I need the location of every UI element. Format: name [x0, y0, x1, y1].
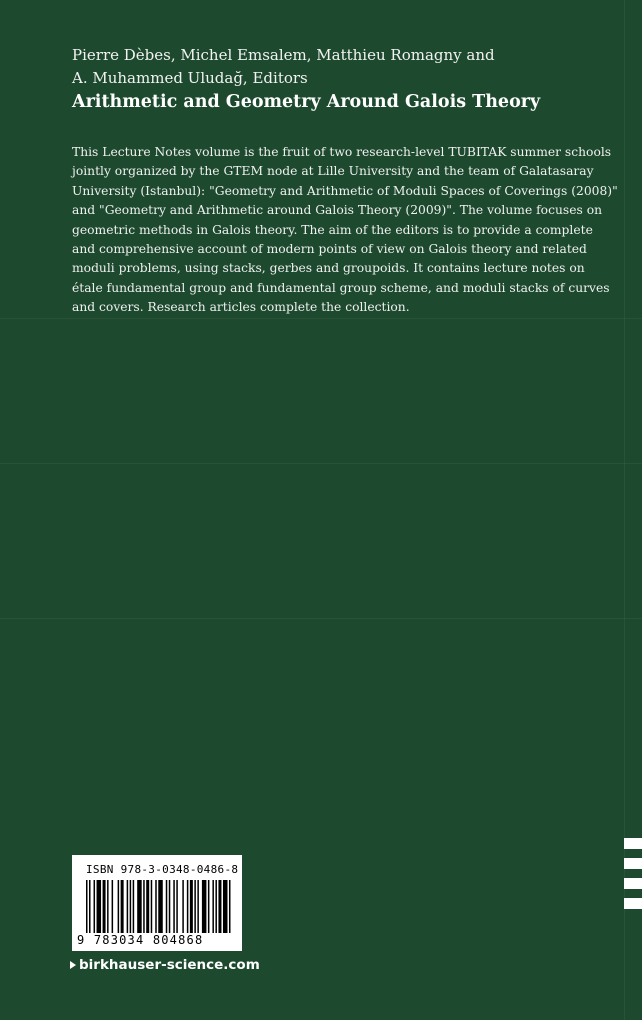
isbn-label: ISBN 978-3-0348-0486-8: [86, 863, 239, 876]
arrow-right-icon: [70, 961, 76, 969]
blurb-line: University (Istanbul): "Geometry and Arithmetic of Moduli Spaces of Coverings (2008)": [72, 183, 618, 198]
publisher-link-label[interactable]: birkhauser-science.com: [79, 957, 260, 973]
barcode-bar: [103, 880, 106, 933]
blurb-line: and covers. Research articles complete the collection.: [72, 300, 410, 315]
barcode-bar: [107, 880, 109, 933]
barcode-bar: [215, 880, 217, 933]
book-title: Arithmetic and Geometry Around Galois Theory: [72, 92, 541, 112]
barcode-bar: [229, 880, 231, 933]
edge-mark: [624, 838, 642, 849]
blurb-line: geometric methods in Galois theory. The aim of the editors is to provide a complete: [72, 222, 593, 237]
blurb-line: and comprehensive account of modern points of view on Galois theory and related: [72, 241, 587, 256]
barcode-bar: [127, 880, 129, 933]
blurb-line: moduli problems, using stacks, gerbes and groupoids. It contains lecture notes on: [72, 261, 585, 276]
barcode-bar: [112, 880, 114, 933]
barcode-bar: [155, 880, 157, 933]
barcode-bar: [89, 880, 91, 933]
edge-mark: [624, 858, 642, 869]
barcode-bar: [130, 880, 132, 933]
barcode-bar: [190, 880, 193, 933]
barcode-bar: [121, 880, 124, 933]
barcode-bar: [97, 880, 102, 933]
blurb-line: and "Geometry and Arithmetic around Galois Theory (2009)". The volume focuses on: [72, 203, 603, 218]
barcode-bar: [169, 880, 171, 933]
edge-index-marks: [624, 838, 642, 918]
barcode-bar: [137, 880, 142, 933]
edge-mark: [624, 898, 642, 909]
barcode-icon: [84, 880, 234, 933]
barcode-digits: 9 783034 804868: [77, 933, 204, 947]
barcode-bar: [208, 880, 210, 933]
barcode-bar: [94, 880, 96, 933]
barcode-bar: [182, 880, 184, 933]
barcode-bar: [166, 880, 168, 933]
editors: [72, 44, 495, 90]
barcode-bar: [176, 880, 178, 933]
barcode-box: [72, 855, 242, 951]
barcode-bar: [212, 880, 214, 933]
editors-line: Pierre Dèbes, Michel Emsalem, Matthieu Romagny and: [72, 46, 495, 64]
barcode-bar: [197, 880, 199, 933]
barcode-bar: [133, 880, 135, 933]
blurb: [72, 143, 618, 318]
barcode-bar: [194, 880, 196, 933]
barcode-bar: [187, 880, 189, 933]
barcode-bar: [223, 880, 228, 933]
blurb-line: This Lecture Notes volume is the fruit of two research-level TUBITAK summer schools: [72, 145, 612, 159]
barcode-bar: [143, 880, 145, 933]
barcode-bar: [202, 880, 207, 933]
guide-line: [0, 318, 642, 319]
guide-line: [0, 463, 642, 464]
guide-line: [0, 618, 642, 619]
blurb-line: jointly organized by the GTEM node at Lille University and the team of Galatasaray: [72, 164, 594, 179]
barcode-bar: [86, 880, 88, 933]
barcode-bar: [173, 880, 175, 933]
barcode-bar: [146, 880, 149, 933]
barcode-bar: [218, 880, 221, 933]
publisher-link[interactable]: [70, 957, 260, 973]
barcode-bar: [158, 880, 163, 933]
barcode-bar: [151, 880, 153, 933]
edge-mark: [624, 878, 642, 889]
editors-line: A. Muhammed Uludağ, Editors: [72, 69, 308, 87]
blurb-line: étale fundamental group and fundamental group scheme, and moduli stacks of curves: [72, 280, 610, 295]
barcode-bar: [118, 880, 120, 933]
